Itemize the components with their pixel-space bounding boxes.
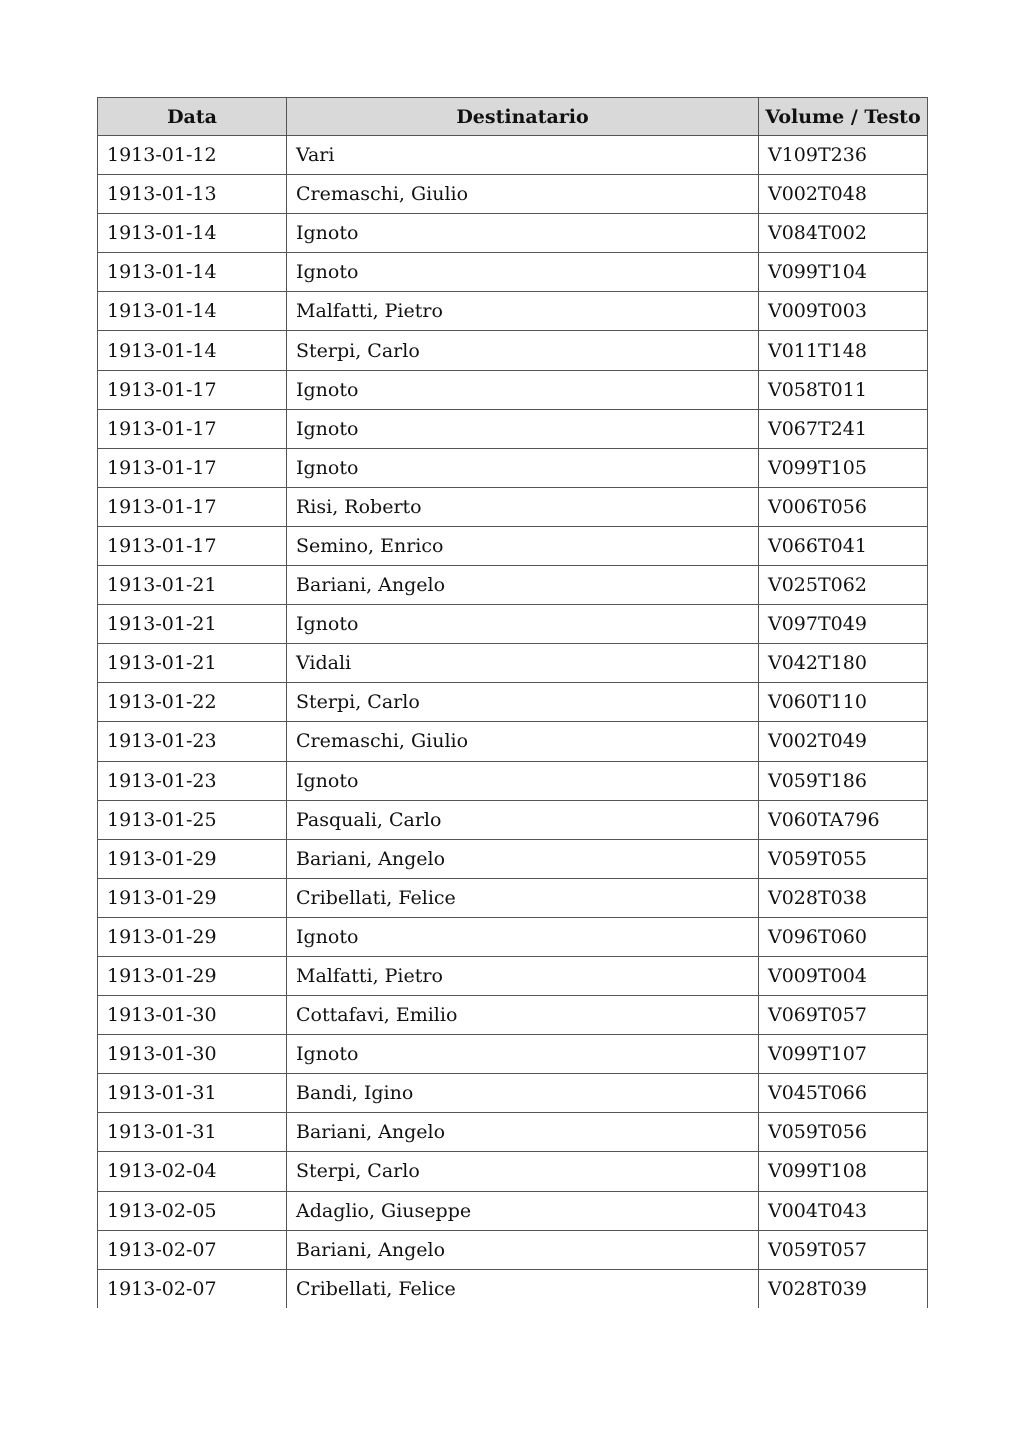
cell-date: 1913-01-17 xyxy=(98,370,287,409)
table-row xyxy=(98,1230,928,1269)
cell-volume-text: V028T039 xyxy=(759,1269,928,1308)
table-body xyxy=(98,136,928,1309)
cell-volume-text: V059T057 xyxy=(759,1230,928,1269)
table-row xyxy=(98,839,928,878)
cell-date: 1913-01-23 xyxy=(98,722,287,761)
cell-date: 1913-01-29 xyxy=(98,878,287,917)
cell-recipient: Ignoto xyxy=(287,761,759,800)
cell-recipient: Cribellati, Felice xyxy=(287,1269,759,1308)
cell-volume-text: V009T003 xyxy=(759,292,928,331)
cell-volume-text: V009T004 xyxy=(759,956,928,995)
cell-date: 1913-01-31 xyxy=(98,1074,287,1113)
cell-date: 1913-01-14 xyxy=(98,292,287,331)
table-row xyxy=(98,644,928,683)
cell-date: 1913-01-25 xyxy=(98,800,287,839)
cell-volume-text: V099T107 xyxy=(759,1035,928,1074)
cell-recipient: Ignoto xyxy=(287,253,759,292)
cell-date: 1913-01-21 xyxy=(98,566,287,605)
cell-recipient: Bariani, Angelo xyxy=(287,839,759,878)
cell-recipient: Semino, Enrico xyxy=(287,526,759,565)
table-row xyxy=(98,1152,928,1191)
table-header xyxy=(98,98,928,136)
cell-date: 1913-01-29 xyxy=(98,917,287,956)
cell-date: 1913-01-23 xyxy=(98,761,287,800)
cell-recipient: Ignoto xyxy=(287,605,759,644)
table-row xyxy=(98,487,928,526)
cell-recipient: Ignoto xyxy=(287,409,759,448)
table-row xyxy=(98,136,928,175)
header-row xyxy=(98,98,928,136)
cell-volume-text: V004T043 xyxy=(759,1191,928,1230)
table-row xyxy=(98,253,928,292)
cell-volume-text: V109T236 xyxy=(759,136,928,175)
cell-volume-text: V099T108 xyxy=(759,1152,928,1191)
cell-recipient: Sterpi, Carlo xyxy=(287,331,759,370)
cell-date: 1913-02-04 xyxy=(98,1152,287,1191)
cell-volume-text: V006T056 xyxy=(759,487,928,526)
cell-recipient: Cremaschi, Giulio xyxy=(287,175,759,214)
cell-volume-text: V025T062 xyxy=(759,566,928,605)
table-row xyxy=(98,1035,928,1074)
cell-date: 1913-01-17 xyxy=(98,487,287,526)
cell-date: 1913-01-17 xyxy=(98,526,287,565)
cell-recipient: Bariani, Angelo xyxy=(287,1113,759,1152)
cell-recipient: Bandi, Igino xyxy=(287,1074,759,1113)
table-row xyxy=(98,526,928,565)
letters-table xyxy=(97,97,928,1308)
cell-recipient: Malfatti, Pietro xyxy=(287,956,759,995)
table-row xyxy=(98,1074,928,1113)
cell-date: 1913-01-30 xyxy=(98,1035,287,1074)
cell-volume-text: V069T057 xyxy=(759,996,928,1035)
table-row xyxy=(98,917,928,956)
table-row xyxy=(98,566,928,605)
cell-recipient: Ignoto xyxy=(287,214,759,253)
cell-date: 1913-01-31 xyxy=(98,1113,287,1152)
cell-date: 1913-01-17 xyxy=(98,448,287,487)
table-row xyxy=(98,1113,928,1152)
document-page xyxy=(97,97,927,1308)
cell-volume-text: V011T148 xyxy=(759,331,928,370)
cell-date: 1913-01-21 xyxy=(98,644,287,683)
table-row xyxy=(98,605,928,644)
table-row xyxy=(98,878,928,917)
cell-volume-text: V002T049 xyxy=(759,722,928,761)
cell-recipient: Ignoto xyxy=(287,1035,759,1074)
table-row xyxy=(98,214,928,253)
cell-recipient: Ignoto xyxy=(287,917,759,956)
cell-date: 1913-01-13 xyxy=(98,175,287,214)
cell-volume-text: V042T180 xyxy=(759,644,928,683)
column-header-date: Data xyxy=(98,98,287,136)
cell-recipient: Cottafavi, Emilio xyxy=(287,996,759,1035)
cell-recipient: Ignoto xyxy=(287,448,759,487)
cell-recipient: Cremaschi, Giulio xyxy=(287,722,759,761)
table-row xyxy=(98,370,928,409)
cell-volume-text: V028T038 xyxy=(759,878,928,917)
cell-recipient: Vidali xyxy=(287,644,759,683)
table-row xyxy=(98,683,928,722)
cell-volume-text: V060T110 xyxy=(759,683,928,722)
cell-volume-text: V060TA796 xyxy=(759,800,928,839)
cell-recipient: Ignoto xyxy=(287,370,759,409)
cell-volume-text: V059T186 xyxy=(759,761,928,800)
cell-date: 1913-01-12 xyxy=(98,136,287,175)
cell-recipient: Pasquali, Carlo xyxy=(287,800,759,839)
table-row xyxy=(98,722,928,761)
table-row xyxy=(98,956,928,995)
cell-date: 1913-01-14 xyxy=(98,214,287,253)
table-row xyxy=(98,1191,928,1230)
table-row xyxy=(98,175,928,214)
cell-recipient: Vari xyxy=(287,136,759,175)
cell-recipient: Sterpi, Carlo xyxy=(287,1152,759,1191)
cell-date: 1913-01-14 xyxy=(98,331,287,370)
cell-recipient: Bariani, Angelo xyxy=(287,566,759,605)
table-row xyxy=(98,409,928,448)
cell-date: 1913-01-22 xyxy=(98,683,287,722)
cell-date: 1913-01-29 xyxy=(98,839,287,878)
table-row xyxy=(98,761,928,800)
column-header-volume-text: Volume / Testo xyxy=(759,98,928,136)
table-row xyxy=(98,331,928,370)
cell-volume-text: V099T105 xyxy=(759,448,928,487)
cell-volume-text: V096T060 xyxy=(759,917,928,956)
cell-volume-text: V097T049 xyxy=(759,605,928,644)
cell-recipient: Sterpi, Carlo xyxy=(287,683,759,722)
cell-recipient: Cribellati, Felice xyxy=(287,878,759,917)
cell-date: 1913-01-21 xyxy=(98,605,287,644)
table-row xyxy=(98,448,928,487)
cell-date: 1913-02-05 xyxy=(98,1191,287,1230)
cell-date: 1913-01-30 xyxy=(98,996,287,1035)
cell-date: 1913-02-07 xyxy=(98,1230,287,1269)
cell-date: 1913-01-14 xyxy=(98,253,287,292)
cell-volume-text: V066T041 xyxy=(759,526,928,565)
cell-volume-text: V059T055 xyxy=(759,839,928,878)
cell-recipient: Adaglio, Giuseppe xyxy=(287,1191,759,1230)
cell-date: 1913-01-17 xyxy=(98,409,287,448)
table-row xyxy=(98,292,928,331)
cell-recipient: Bariani, Angelo xyxy=(287,1230,759,1269)
cell-date: 1913-01-29 xyxy=(98,956,287,995)
table-row xyxy=(98,996,928,1035)
column-header-recipient: Destinatario xyxy=(287,98,759,136)
cell-recipient: Risi, Roberto xyxy=(287,487,759,526)
cell-volume-text: V045T066 xyxy=(759,1074,928,1113)
cell-volume-text: V084T002 xyxy=(759,214,928,253)
cell-volume-text: V059T056 xyxy=(759,1113,928,1152)
cell-date: 1913-02-07 xyxy=(98,1269,287,1308)
cell-volume-text: V058T011 xyxy=(759,370,928,409)
cell-volume-text: V067T241 xyxy=(759,409,928,448)
cell-volume-text: V099T104 xyxy=(759,253,928,292)
cell-recipient: Malfatti, Pietro xyxy=(287,292,759,331)
table-row xyxy=(98,800,928,839)
table-row xyxy=(98,1269,928,1308)
cell-volume-text: V002T048 xyxy=(759,175,928,214)
